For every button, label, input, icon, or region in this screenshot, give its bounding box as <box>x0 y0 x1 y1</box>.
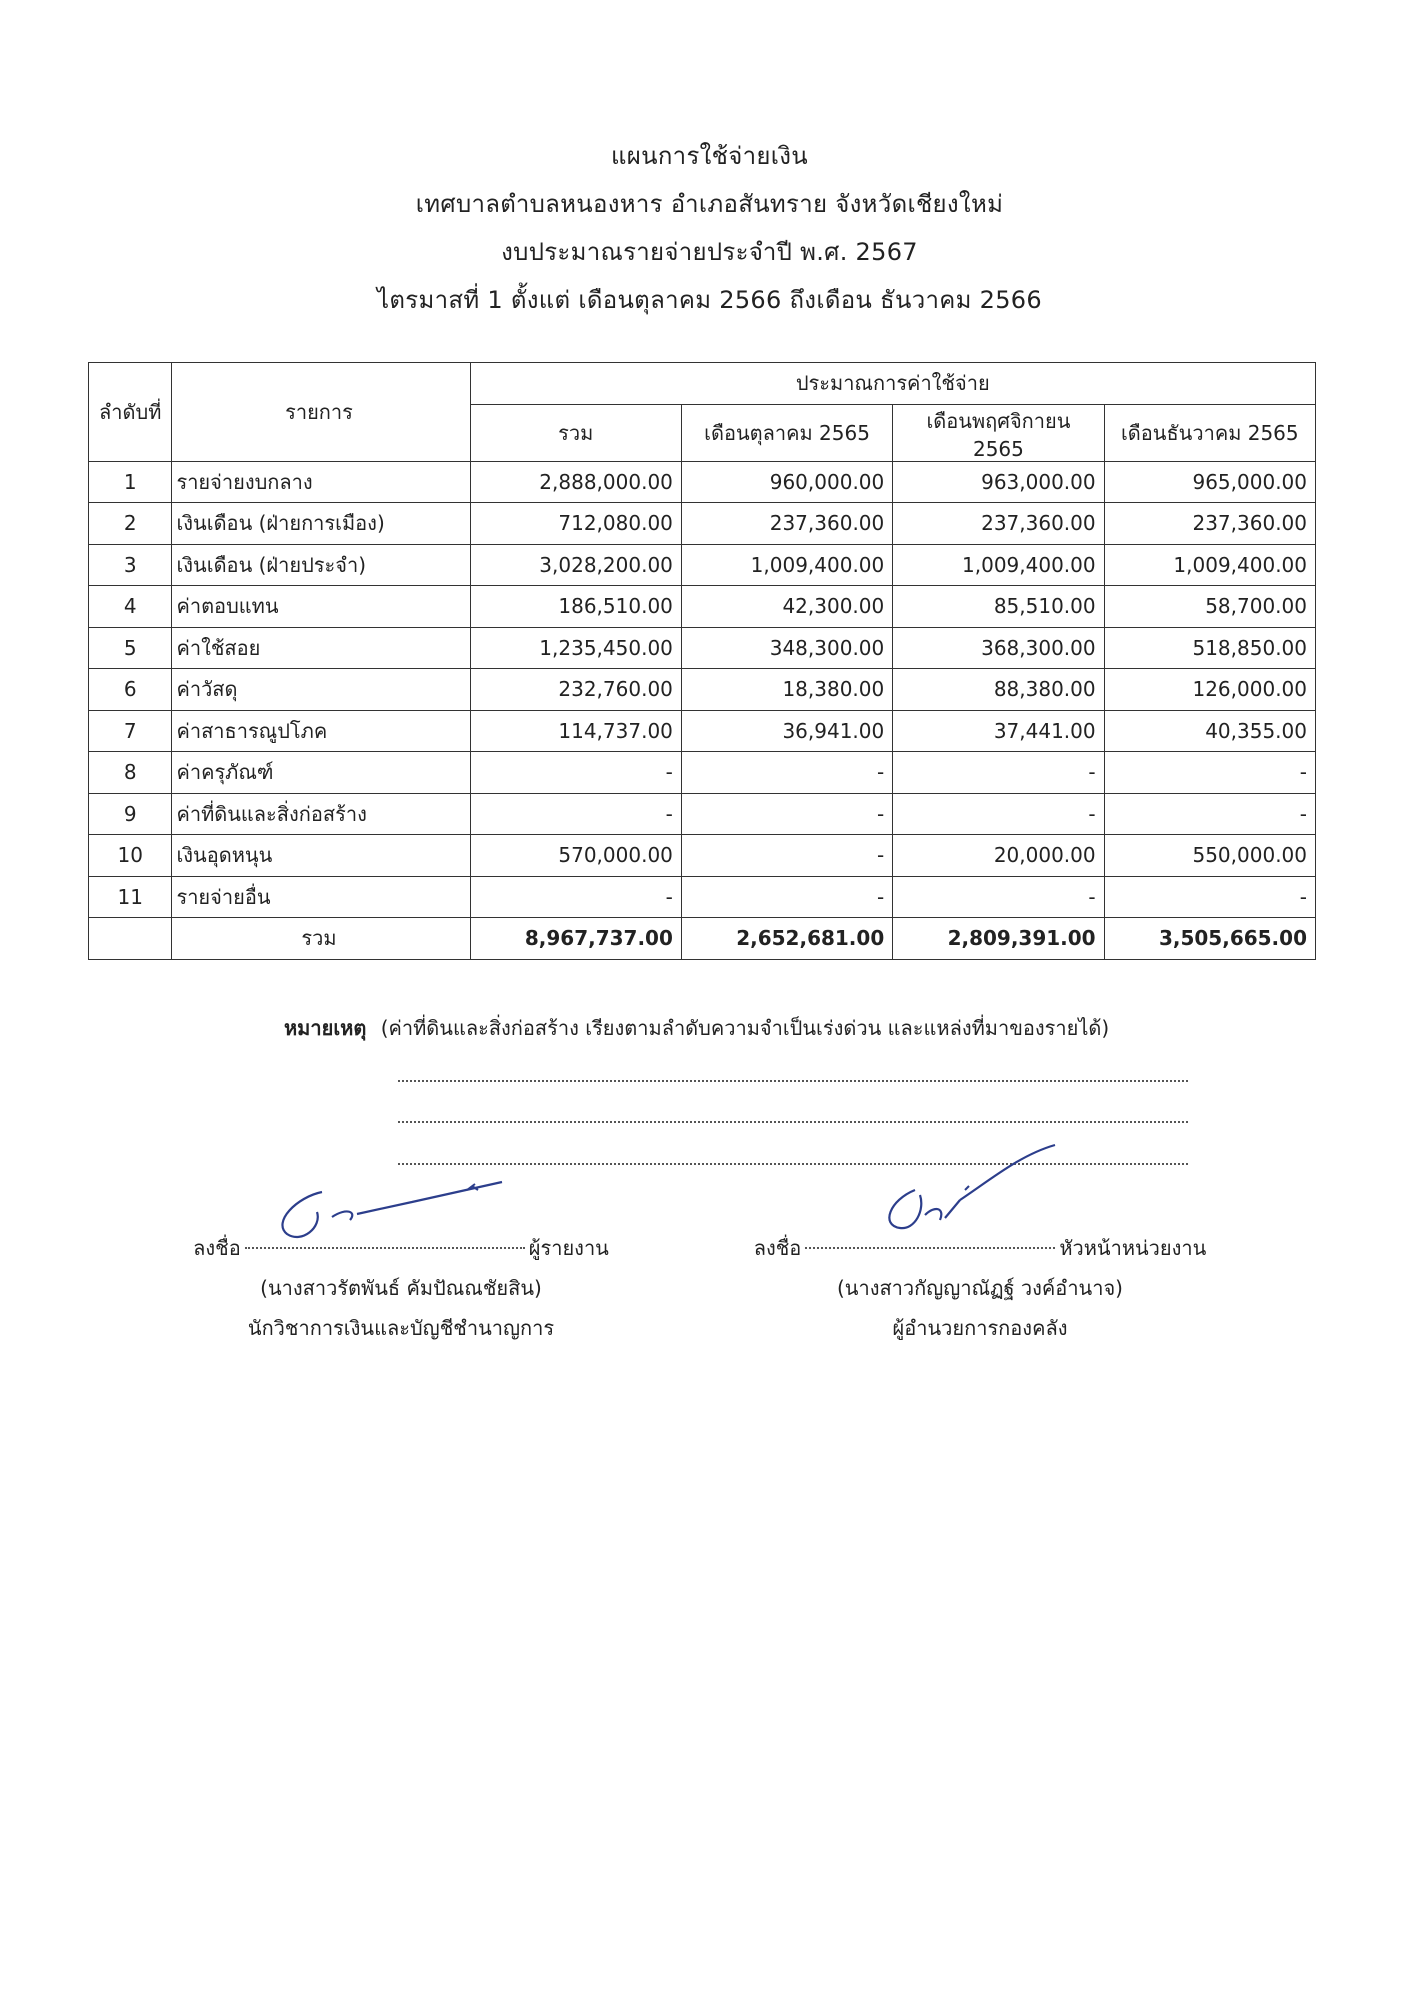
row-total: 712,080.00 <box>470 503 681 545</box>
row-month2: 368,300.00 <box>893 627 1104 669</box>
col-header-item: รายการ <box>172 363 470 462</box>
table-total-row <box>89 918 1316 960</box>
row-total: - <box>470 752 681 794</box>
row-item: เงินเดือน (ฝ่ายประจำ) <box>172 544 470 586</box>
table-row <box>89 876 1316 918</box>
row-no: 1 <box>89 461 172 503</box>
document-header <box>0 132 1419 324</box>
row-item: เงินเดือน (ฝ่ายการเมือง) <box>172 503 470 545</box>
row-month1: 348,300.00 <box>681 627 892 669</box>
total-month2: 2,809,391.00 <box>893 918 1104 960</box>
row-total: 1,235,450.00 <box>470 627 681 669</box>
role-left: ผู้รายงาน <box>528 1236 609 1260</box>
row-month3: 1,009,400.00 <box>1104 544 1315 586</box>
total-label: รวม <box>172 918 470 960</box>
row-month2: 88,380.00 <box>893 669 1104 711</box>
sign-label-left: ลงชื่อ <box>193 1236 241 1260</box>
signer-position-right: ผู้อำนวยการกองคลัง <box>892 1316 1068 1340</box>
table-row <box>89 669 1316 711</box>
header-budget-year: งบประมาณรายจ่ายประจำปี พ.ศ. 2567 <box>501 238 918 266</box>
signature-block-right <box>745 1228 1215 1348</box>
row-month2: 1,009,400.00 <box>893 544 1104 586</box>
row-month2: 37,441.00 <box>893 710 1104 752</box>
row-month1: - <box>681 835 892 877</box>
note-text: (ค่าที่ดินและสิ่งก่อสร้าง เรียงตามลำดับความจำเป็นเร่งด่วน และแหล่งที่มาของรายได้) <box>380 1016 1110 1040</box>
budget-table <box>88 362 1316 960</box>
row-total: 3,028,200.00 <box>470 544 681 586</box>
row-no: 10 <box>89 835 172 877</box>
table-row <box>89 835 1316 877</box>
table-row <box>89 544 1316 586</box>
row-item: รายจ่ายอื่น <box>172 876 470 918</box>
row-month2: 20,000.00 <box>893 835 1104 877</box>
signer-position-left: นักวิชาการเงินและบัญชีชำนาญการ <box>247 1316 555 1340</box>
row-month2: - <box>893 752 1104 794</box>
row-month2: - <box>893 793 1104 835</box>
row-item: เงินอุดหนุน <box>172 835 470 877</box>
row-month3: 237,360.00 <box>1104 503 1315 545</box>
row-month3: 40,355.00 <box>1104 710 1315 752</box>
row-month1: - <box>681 793 892 835</box>
row-no: 4 <box>89 586 172 628</box>
row-total: 570,000.00 <box>470 835 681 877</box>
row-month1: 18,380.00 <box>681 669 892 711</box>
row-month1: 42,300.00 <box>681 586 892 628</box>
signature-block-left <box>186 1228 616 1348</box>
row-month1: 237,360.00 <box>681 503 892 545</box>
row-no: 5 <box>89 627 172 669</box>
col-header-month1: เดือนตุลาคม 2565 <box>681 404 892 461</box>
row-item: ค่าวัสดุ <box>172 669 470 711</box>
header-title: แผนการใช้จ่ายเงิน <box>611 142 808 170</box>
row-no: 2 <box>89 503 172 545</box>
row-month1: 960,000.00 <box>681 461 892 503</box>
row-month2: 237,360.00 <box>893 503 1104 545</box>
row-month3: - <box>1104 876 1315 918</box>
note-dotted-line <box>398 1080 1188 1082</box>
table-row <box>89 627 1316 669</box>
role-right: หัวหน้าหน่วยงาน <box>1059 1236 1207 1260</box>
row-total: 114,737.00 <box>470 710 681 752</box>
row-no: 9 <box>89 793 172 835</box>
row-month3: - <box>1104 752 1315 794</box>
table-row <box>89 710 1316 752</box>
note-dotted-line <box>398 1121 1188 1123</box>
header-organization: เทศบาลตำบลหนองหาร อำเภอสันทราย จังหวัดเชียงใหม่ <box>415 190 1004 218</box>
row-month3: - <box>1104 793 1315 835</box>
note-label: หมายเหตุ <box>284 1016 367 1040</box>
row-month3: 965,000.00 <box>1104 461 1315 503</box>
row-item: ค่าครุภัณฑ์ <box>172 752 470 794</box>
col-header-month2: เดือนพฤศจิกายน 2565 <box>893 404 1104 461</box>
col-header-estimate-group: ประมาณการค่าใช้จ่าย <box>470 363 1315 405</box>
table-row <box>89 793 1316 835</box>
row-total: 232,760.00 <box>470 669 681 711</box>
row-total: 186,510.00 <box>470 586 681 628</box>
total-sum: 8,967,737.00 <box>470 918 681 960</box>
row-item: ค่าตอบแทน <box>172 586 470 628</box>
row-month3: 126,000.00 <box>1104 669 1315 711</box>
table-row <box>89 752 1316 794</box>
row-no: 8 <box>89 752 172 794</box>
row-total: 2,888,000.00 <box>470 461 681 503</box>
table-row <box>89 503 1316 545</box>
row-month3: 518,850.00 <box>1104 627 1315 669</box>
row-no: 7 <box>89 710 172 752</box>
row-total: - <box>470 793 681 835</box>
row-item: รายจ่ายงบกลาง <box>172 461 470 503</box>
signer-name-left: (นางสาวรัตพันธ์ คัมปัณณชัยสิน) <box>260 1276 542 1300</box>
total-month3: 3,505,665.00 <box>1104 918 1315 960</box>
table-row <box>89 461 1316 503</box>
row-month1: 36,941.00 <box>681 710 892 752</box>
row-month1: 1,009,400.00 <box>681 544 892 586</box>
row-month2: 963,000.00 <box>893 461 1104 503</box>
sign-label-right: ลงชื่อ <box>753 1236 802 1260</box>
row-no: 11 <box>89 876 172 918</box>
header-quarter: ไตรมาสที่ 1 ตั้งแต่ เดือนตุลาคม 2566 ถึงเดือน ธันวาคม 2566 <box>377 286 1042 314</box>
row-no: 3 <box>89 544 172 586</box>
total-no-cell <box>89 918 172 960</box>
row-month2: - <box>893 876 1104 918</box>
table-row <box>89 586 1316 628</box>
row-month1: - <box>681 752 892 794</box>
row-item: ค่าสาธารณูปโภค <box>172 710 470 752</box>
row-total: - <box>470 876 681 918</box>
note <box>284 1012 1109 1044</box>
col-header-no: ลำดับที่ <box>89 363 172 462</box>
row-item: ค่าใช้สอย <box>172 627 470 669</box>
row-month3: 58,700.00 <box>1104 586 1315 628</box>
row-item: ค่าที่ดินและสิ่งก่อสร้าง <box>172 793 470 835</box>
col-header-total: รวม <box>470 404 681 461</box>
row-month3: 550,000.00 <box>1104 835 1315 877</box>
row-no: 6 <box>89 669 172 711</box>
signer-name-right: (นางสาวกัญญาณัฏฐ์ วงค์อำนาจ) <box>837 1276 1123 1300</box>
row-month2: 85,510.00 <box>893 586 1104 628</box>
row-month1: - <box>681 876 892 918</box>
col-header-month3: เดือนธันวาคม 2565 <box>1104 404 1315 461</box>
signature-right <box>870 1140 1070 1240</box>
total-month1: 2,652,681.00 <box>681 918 892 960</box>
